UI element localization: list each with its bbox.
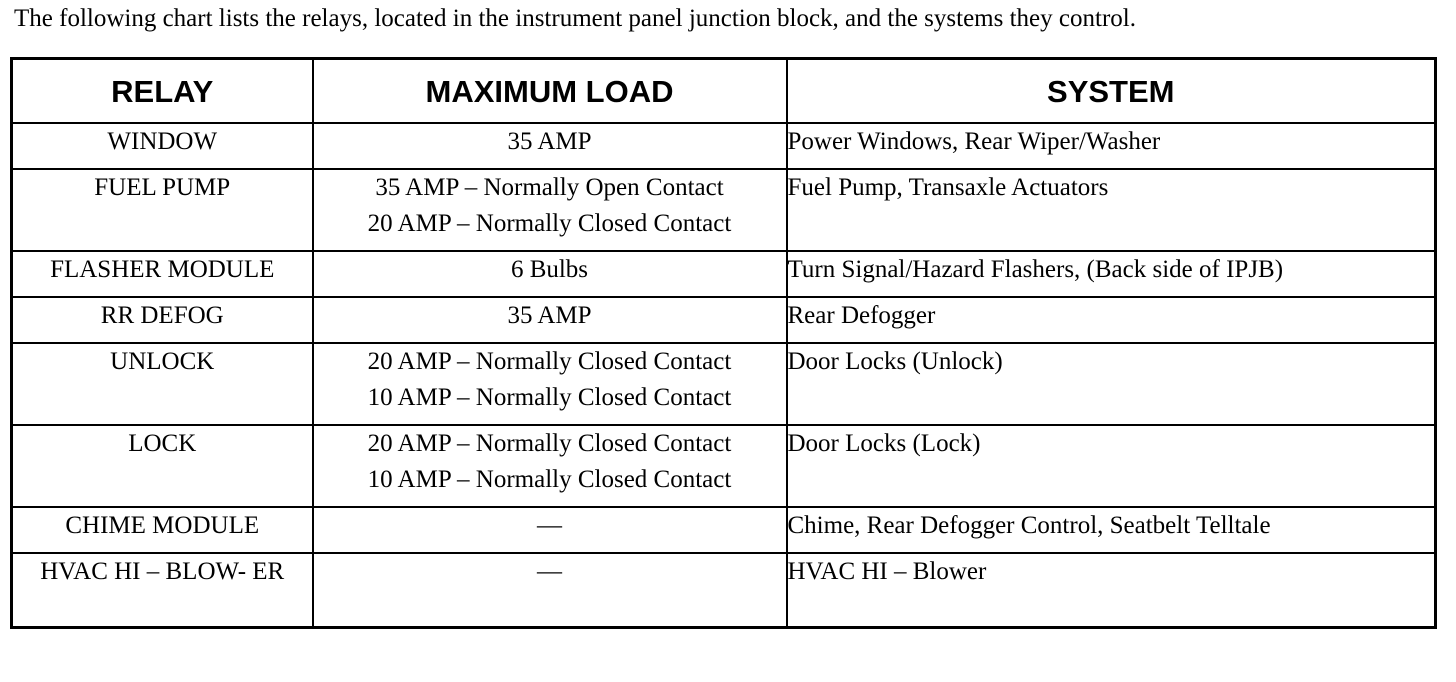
load-line: — (537, 512, 562, 539)
load-line: 20 AMP – Normally Closed Contact (367, 348, 732, 375)
system-cell: Turn Signal/Hazard Flashers, (Back side of IPJB) (787, 251, 1436, 297)
header-relay: RELAY (12, 59, 313, 124)
load-line: 10 AMP – Normally Closed Contact (367, 384, 732, 411)
header-maximum-load: MAXIMUM LOAD (313, 59, 787, 124)
load-line: 10 AMP – Normally Closed Contact (367, 466, 732, 493)
table-row (12, 297, 1436, 343)
load-line: 35 AMP (507, 302, 592, 329)
load-line: 20 AMP – Normally Closed Contact (367, 210, 732, 237)
system-cell: HVAC HI – Blower (787, 553, 1436, 628)
relay-cell: RR DEFOG (12, 297, 313, 343)
load-line: — (537, 558, 562, 585)
relay-table (10, 57, 1437, 629)
load-cell (313, 507, 787, 553)
load-line: 20 AMP – Normally Closed Contact (367, 430, 732, 457)
relay-cell: WINDOW (12, 123, 313, 169)
relay-cell: LOCK (12, 425, 313, 507)
load-cell (313, 343, 787, 425)
table-row (12, 425, 1436, 507)
load-cell (313, 425, 787, 507)
load-cell (313, 123, 787, 169)
system-cell: Power Windows, Rear Wiper/Washer (787, 123, 1436, 169)
system-cell: Door Locks (Unlock) (787, 343, 1436, 425)
relay-cell: HVAC HI – BLOW- ER (12, 553, 313, 628)
relay-cell: FUEL PUMP (12, 169, 313, 251)
table-row (12, 123, 1436, 169)
load-line: 6 Bulbs (510, 256, 589, 283)
system-cell: Chime, Rear Defogger Control, Seatbelt Telltale (787, 507, 1436, 553)
system-cell: Rear Defogger (787, 297, 1436, 343)
table-row (12, 507, 1436, 553)
relay-cell: FLASHER MODULE (12, 251, 313, 297)
table-row (12, 553, 1436, 628)
load-cell (313, 553, 787, 628)
relay-cell: CHIME MODULE (12, 507, 313, 553)
load-cell (313, 297, 787, 343)
header-system: SYSTEM (787, 59, 1436, 124)
load-cell (313, 251, 787, 297)
table-row (12, 343, 1436, 425)
load-line: 35 AMP – Normally Open Contact (375, 174, 724, 201)
load-cell (313, 169, 787, 251)
intro-text: The following chart lists the relays, located in the instrument panel junction block, and the systems they control. (14, 5, 1136, 32)
table-row (12, 169, 1436, 251)
table-row (12, 251, 1436, 297)
load-line: 35 AMP (507, 128, 592, 155)
system-cell: Door Locks (Lock) (787, 425, 1436, 507)
relay-cell: UNLOCK (12, 343, 313, 425)
table-header-row (12, 59, 1436, 124)
system-cell: Fuel Pump, Transaxle Actuators (787, 169, 1436, 251)
